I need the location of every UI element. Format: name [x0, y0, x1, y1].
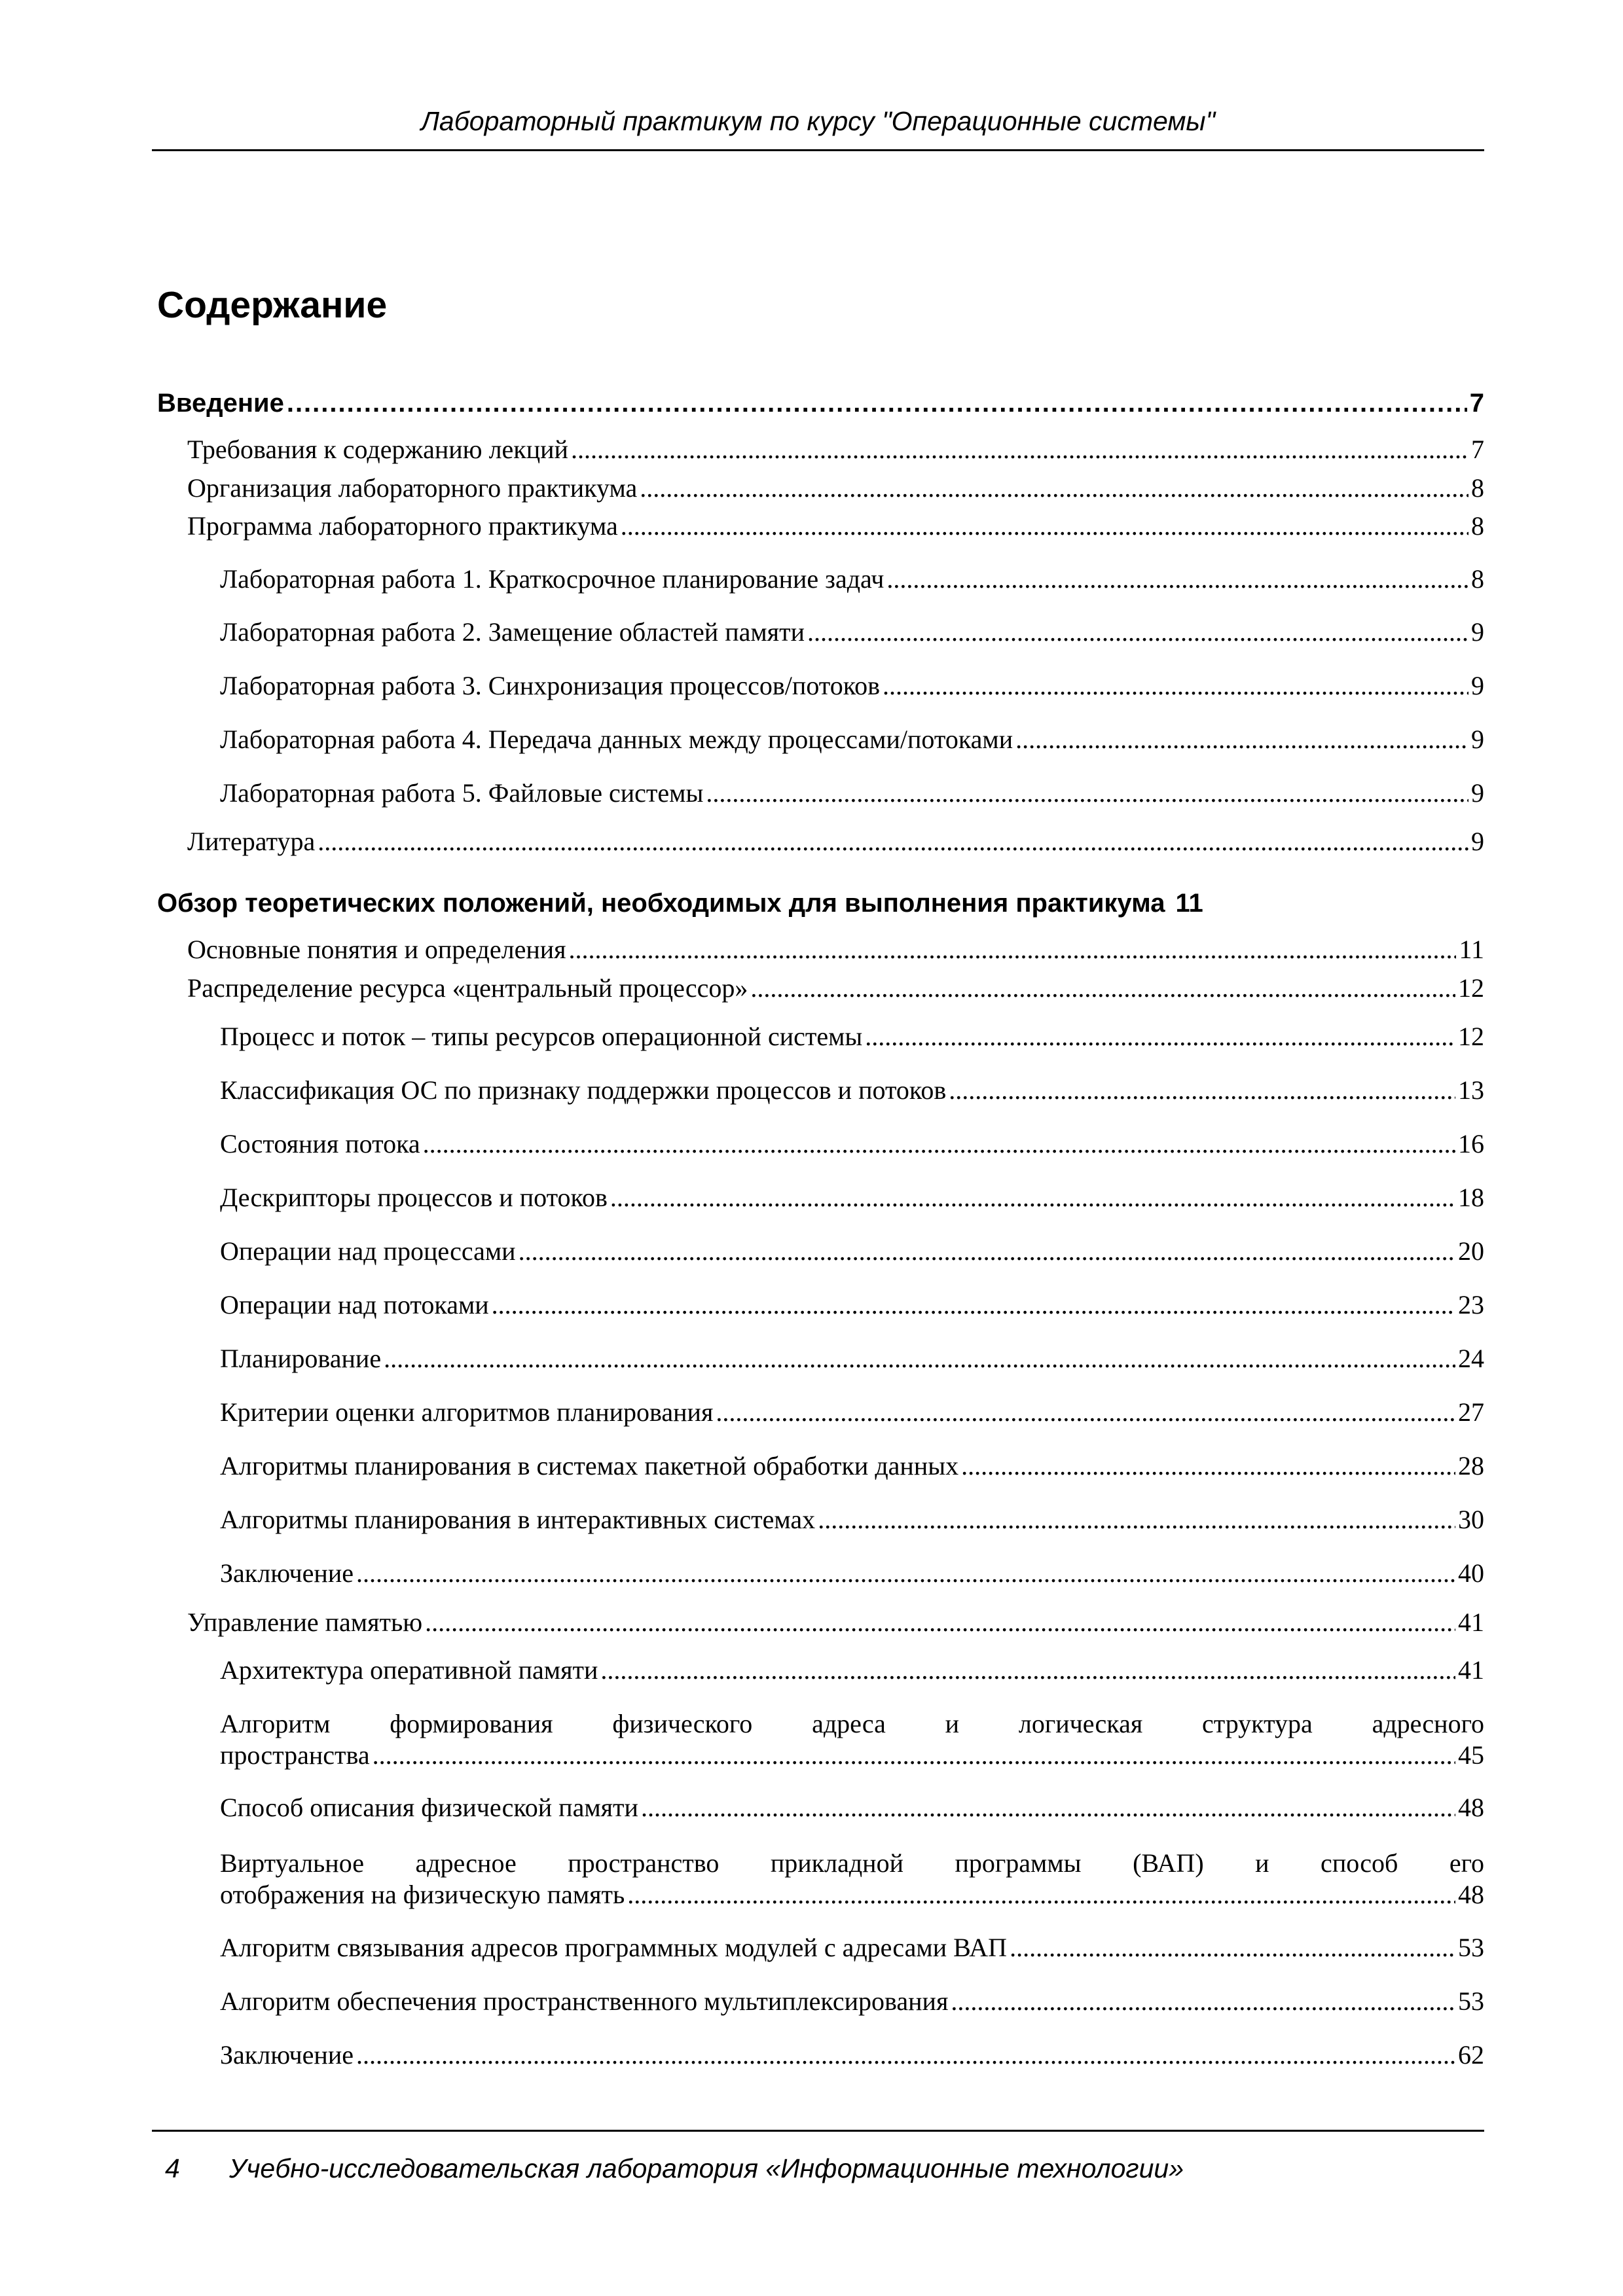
- toc-entry-label: Архитектура оперативной памяти: [220, 1655, 598, 1685]
- toc-entry[interactable]: [220, 2039, 1484, 2071]
- toc-page-number: 18: [1458, 1183, 1484, 1212]
- toc-entry[interactable]: [220, 1792, 1484, 1823]
- dot-leader: [287, 387, 1467, 419]
- toc-title: Содержание: [157, 284, 388, 326]
- toc-page-number: 23: [1458, 1290, 1484, 1319]
- dot-leader: [384, 1343, 1455, 1374]
- toc-entry-label: Основные понятия и определения: [187, 935, 566, 964]
- header-rule: [152, 149, 1484, 151]
- dot-leader: [1010, 1932, 1455, 1964]
- toc-entry-label: Операции над потоками: [220, 1290, 489, 1319]
- toc-page-number: 62: [1458, 2040, 1484, 2070]
- toc-entry-label: Планирование: [220, 1344, 382, 1373]
- toc-page-number: 8: [1471, 473, 1484, 503]
- dot-leader: [356, 1558, 1455, 1589]
- dot-leader: [818, 1504, 1455, 1535]
- toc-page-number: 16: [1458, 1129, 1484, 1158]
- toc-entry-label: Программа лабораторного практикума: [187, 511, 618, 541]
- dot-leader: [949, 1075, 1455, 1106]
- toc-entry[interactable]: [187, 934, 1484, 965]
- toc-entry-label: Алгоритм связывания адресов программных модулей с адресами ВАП: [220, 1933, 1008, 1962]
- dot-leader: [640, 473, 1468, 504]
- toc-entry[interactable]: [220, 1075, 1484, 1106]
- running-title: Лабораторный практикум по курсу "Операционные системы": [420, 106, 1216, 136]
- toc-entry-label: Лабораторная работа 4. Передача данных между процессами/потоками: [220, 725, 1013, 754]
- toc-entry-label-continued: пространства: [220, 1740, 370, 1770]
- footer-rule: [152, 2130, 1484, 2132]
- toc-entry[interactable]: [220, 1397, 1484, 1428]
- dot-leader: [425, 1607, 1455, 1638]
- toc-entry[interactable]: [220, 1848, 1484, 1910]
- toc-page-number: 41: [1458, 1655, 1484, 1685]
- toc-entry[interactable]: [220, 1655, 1484, 1686]
- toc-page-number: 9: [1471, 725, 1484, 754]
- toc-entry-label: Заключение: [220, 1558, 354, 1588]
- toc-entry-label: Алгоритм обеспечения пространственного мультиплексирования: [220, 1986, 949, 2016]
- toc-entry[interactable]: [220, 670, 1484, 702]
- dot-leader: [519, 1236, 1455, 1267]
- dot-leader: [621, 511, 1468, 542]
- footer-lab-name: Учебно-исследовательская лаборатория «Информационные технологии»: [229, 2153, 1184, 2183]
- toc-entry[interactable]: [220, 1021, 1484, 1052]
- dot-leader: [886, 564, 1468, 595]
- toc-page-number: 13: [1458, 1075, 1484, 1105]
- toc-entry-label: Состояния потока: [220, 1129, 420, 1158]
- toc-entry-label: Критерии оценки алгоритмов планирования: [220, 1397, 714, 1427]
- toc-entry[interactable]: [220, 724, 1484, 755]
- dot-leader: [865, 1021, 1455, 1052]
- toc-entry[interactable]: [157, 387, 1484, 419]
- dot-leader: [492, 1289, 1455, 1321]
- toc-entry[interactable]: [187, 973, 1484, 1004]
- toc-page-number: 8: [1471, 511, 1484, 541]
- toc-entry[interactable]: [157, 888, 1484, 919]
- toc-page-number: 48: [1458, 1880, 1484, 1909]
- toc-entry[interactable]: [220, 1289, 1484, 1321]
- toc-page-number: 27: [1458, 1397, 1484, 1427]
- page-number: 4: [165, 2153, 180, 2183]
- toc-page-number: 48: [1458, 1793, 1484, 1822]
- dot-leader: [569, 934, 1457, 965]
- toc-page-number: 7: [1469, 389, 1484, 418]
- dot-leader: [641, 1792, 1455, 1823]
- dot-leader: [571, 434, 1468, 465]
- toc-entry[interactable]: [187, 1607, 1484, 1638]
- toc-page-number: 9: [1471, 827, 1484, 856]
- dot-leader: [356, 2039, 1455, 2071]
- toc-entry-label: Виртуальное адресное пространство прикладной программы (ВАП) и способ его: [220, 1848, 1484, 1878]
- toc-entry-label: Обзор теоретических положений, необходимых для выполнения практикума: [157, 889, 1165, 918]
- toc-page-number: 11: [1175, 889, 1203, 918]
- toc-entry-label-continued: отображения на физическую память: [220, 1880, 625, 1909]
- toc-page-number: 53: [1458, 1933, 1484, 1962]
- toc-page-number: 20: [1458, 1236, 1484, 1266]
- toc-entry-label: Организация лабораторного практикума: [187, 473, 638, 503]
- toc-entry[interactable]: [187, 473, 1484, 504]
- dot-leader: [706, 778, 1468, 809]
- toc-entry[interactable]: [220, 617, 1484, 648]
- toc-page-number: 41: [1458, 1607, 1484, 1637]
- toc-entry-label: Лабораторная работа 1. Краткосрочное планирование задач: [220, 564, 884, 594]
- toc-page-number: 9: [1471, 617, 1484, 647]
- dot-leader: [373, 1740, 1455, 1771]
- toc-page-number: 40: [1458, 1558, 1484, 1588]
- toc-entry[interactable]: [220, 1182, 1484, 1213]
- toc-entry[interactable]: [220, 564, 1484, 595]
- toc-entry-label: Распределение ресурса «центральный процессор»: [187, 973, 748, 1003]
- toc-page-number: 7: [1471, 435, 1484, 464]
- dot-leader: [951, 1986, 1455, 2017]
- toc-page-number: 24: [1458, 1344, 1484, 1373]
- toc-entry-label: Алгоритмы планирования в интерактивных системах: [220, 1505, 816, 1534]
- toc-page-number: 12: [1458, 973, 1484, 1003]
- toc-entry-label: Классификация ОС по признаку поддержки процессов и потоков: [220, 1075, 947, 1105]
- toc-entry-label: Алгоритмы планирования в системах пакетной обработки данных: [220, 1451, 959, 1480]
- toc-entry[interactable]: [220, 1986, 1484, 2017]
- toc-entry[interactable]: [220, 1558, 1484, 1589]
- dot-leader: [627, 1879, 1455, 1910]
- toc-page-number: 9: [1471, 671, 1484, 700]
- toc-page-number: 28: [1458, 1451, 1484, 1480]
- dot-leader: [1015, 724, 1468, 755]
- dot-leader: [807, 617, 1468, 648]
- toc-entry[interactable]: [220, 778, 1484, 809]
- dot-leader: [961, 1450, 1455, 1482]
- toc-entry-label: Заключение: [220, 2040, 354, 2070]
- toc-entry-label: Управление памятью: [187, 1607, 423, 1637]
- toc-entry[interactable]: [220, 1236, 1484, 1267]
- toc-entry-label: Литература: [187, 827, 316, 856]
- toc-page-number: 11: [1459, 935, 1484, 964]
- toc-entry-label: Дескрипторы процессов и потоков: [220, 1183, 608, 1212]
- dot-leader: [600, 1655, 1455, 1686]
- toc-entry[interactable]: [220, 1932, 1484, 1964]
- toc-entry[interactable]: [187, 511, 1484, 542]
- toc-entry[interactable]: [220, 1450, 1484, 1482]
- toc-entry-label: Требования к содержанию лекций: [187, 435, 568, 464]
- toc-entry-label: Введение: [157, 389, 284, 418]
- toc-page-number: 12: [1458, 1022, 1484, 1051]
- toc-entry-label: Лабораторная работа 3. Синхронизация процессов/потоков: [220, 671, 881, 700]
- toc-entry-label: Процесс и поток – типы ресурсов операционной системы: [220, 1022, 863, 1051]
- toc-entry-label: Алгоритм формирования физического адреса и логическая структура адресного: [220, 1709, 1484, 1738]
- toc-page-number: 9: [1471, 778, 1484, 808]
- toc-page-number: 30: [1458, 1505, 1484, 1534]
- toc-entry-label: Способ описания физической памяти: [220, 1793, 638, 1822]
- dot-leader: [423, 1128, 1455, 1160]
- toc-entry[interactable]: [220, 1504, 1484, 1535]
- toc-page-number: 53: [1458, 1986, 1484, 2016]
- dot-leader: [610, 1182, 1455, 1213]
- toc-entry[interactable]: [220, 1708, 1484, 1771]
- toc-entry-label: Лабораторная работа 5. Файловые системы: [220, 778, 704, 808]
- toc-entry[interactable]: [187, 826, 1484, 857]
- dot-leader: [750, 973, 1455, 1004]
- toc-entry[interactable]: [220, 1128, 1484, 1160]
- toc-page-number: 8: [1471, 564, 1484, 594]
- dot-leader: [716, 1397, 1455, 1428]
- dot-leader: [883, 670, 1468, 702]
- toc-entry-label: Операции над процессами: [220, 1236, 516, 1266]
- toc-entry[interactable]: [187, 434, 1484, 465]
- dot-leader: [318, 826, 1468, 857]
- toc-page-number: 45: [1458, 1740, 1484, 1770]
- toc-entry-label: Лабораторная работа 2. Замещение областей памяти: [220, 617, 805, 647]
- toc-entry[interactable]: [220, 1343, 1484, 1374]
